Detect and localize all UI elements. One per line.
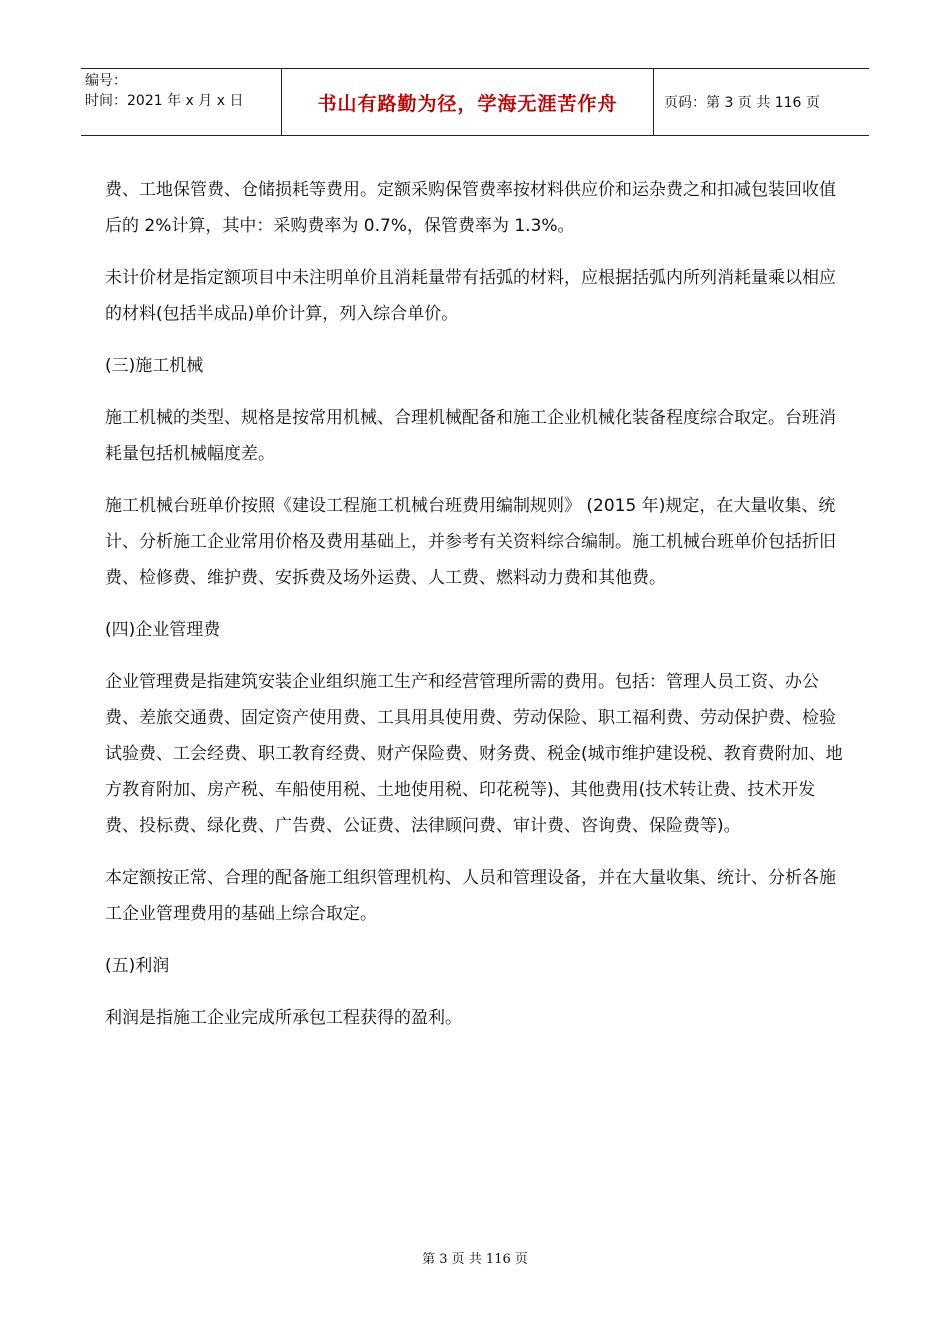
document-number-label: 编号： [85,73,127,89]
paragraph: 利润是指施工企业完成所承包工程获得的盈利。 [105,1008,462,1028]
document-body [105,172,847,1052]
section-heading: (四)企业管理费 [105,620,221,640]
document-date: 时间：2021 年 x 月 x 日 [85,93,244,109]
paragraph: 未计价材是指定额项目中未注明单价且消耗量带有括弧的材料，应根据括弧内所列消耗量乘以相应的材料(包括半成品)单价计算，列入综合单价。 [105,268,836,324]
paragraph: 本定额按正常、合理的配备施工组织管理机构、人员和管理设备，并在大量收集、统计、分析各施工企业管理费用的基础上综合取定。 [105,868,836,924]
paragraph: 施工机械的类型、规格是按常用机械、合理机械配备和施工企业机械化装备程度综合取定。台班消耗量包括机械幅度差。 [105,408,836,464]
page-header [81,68,869,136]
paragraph: 企业管理费是指建筑安装企业组织施工生产和经营管理所需的费用。包括：管理人员工资、办公费、差旅交通费、固定资产使用费、工具用具使用费、劳动保险、职工福利费、劳动保护费、检验试验费、工会经费、职工教育经费、财产保险费、财务费、税金(城市维护建设税、教育费附加、地方教育附加、房产税、车船使用税、土地使用税、印花税等)、其他费用(技术转让费、技术开发费、投标费、绿化费、广告费、公证费、法律顾问费、审计费、咨询费、保险费等)。 [105,672,843,836]
section-heading: (三)施工机械 [105,356,204,376]
section-heading: (五)利润 [105,956,170,976]
header-page-info: 页码：第 3 页 共 116 页 [664,95,820,111]
page-footer: 第 3 页 共 116 页 [422,1252,528,1267]
paragraph: 施工机械台班单价按照《建设工程施工机械台班费用编制规则》 (2015 年)规定，在大量收集、统计、分析施工企业常用价格及费用基础上，并参考有关资料综合编制。施工机械台班单价包括折旧费、检修费、维护费、安拆费及场外运费、人工费、燃料动力费和其他费。 [105,496,836,588]
header-meta [81,69,282,135]
header-motto: 书山有路勤为径，学海无涯苦作舟 [282,69,654,135]
paragraph: 费、工地保管费、仓储损耗等费用。定额采购保管费率按材料供应价和运杂费之和扣减包装回收值后的 2%计算，其中：采购费率为 0.7%，保管费率为 1.3%。 [105,180,836,236]
